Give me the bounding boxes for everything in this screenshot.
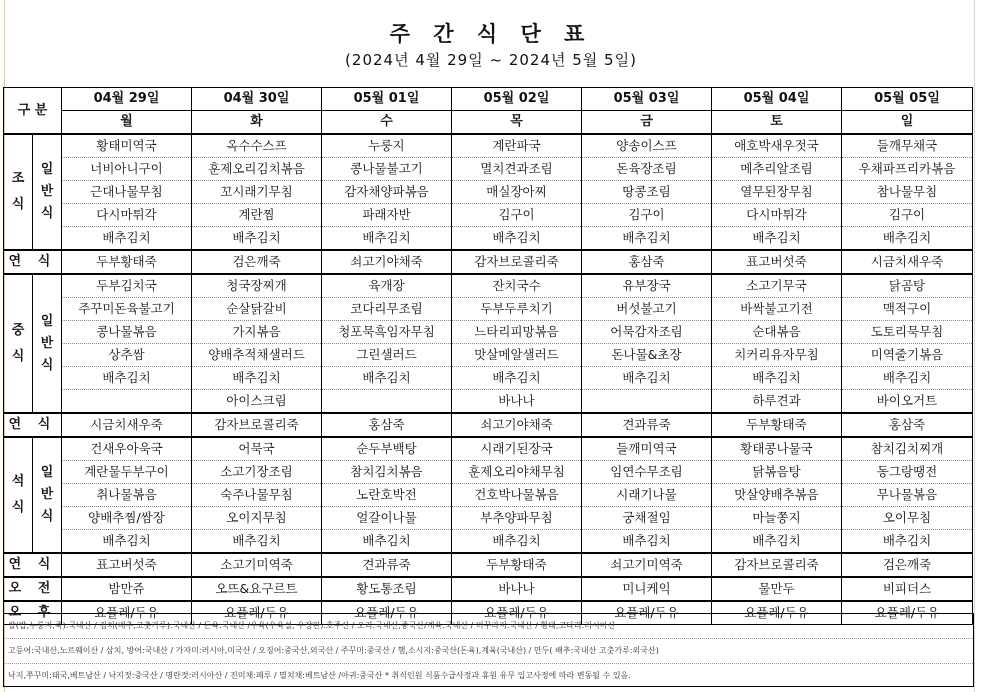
- weekly-menu-table: [3, 87, 973, 625]
- menu-item: 배추김치: [712, 530, 842, 554]
- day-header: 금: [582, 111, 712, 135]
- soft-meal-item: 두부황태죽: [452, 553, 582, 577]
- date-header: 04월 30일: [192, 88, 322, 111]
- date-header: 05월 05일: [842, 88, 973, 111]
- soft-meal-item: 감자브로콜리죽: [452, 250, 582, 274]
- menu-item: 김구이: [452, 204, 582, 227]
- origin-note-line: 고등어:국내산,노르웨이산 / 삼치, 방어:국내산 / 가자미:러시아,미국산 / 오징어:중국산,외국산 / 주꾸미:중국산 / 햄,소시지:중국산(돈육),계육(국내산) / 만두( 배추:국내산 고춧가루:외국산): [4, 638, 973, 663]
- menu-item: 참치김치찌개: [842, 437, 973, 461]
- menu-item: 느타리피망볶음: [452, 321, 582, 344]
- menu-item: 양송이스프: [582, 134, 712, 158]
- snack-item: 요플레/두유: [842, 601, 973, 625]
- snack-item: 물만두: [712, 577, 842, 601]
- soft-meal-item: 감자브로콜리죽: [712, 553, 842, 577]
- menu-item: 건호박나물볶음: [452, 484, 582, 507]
- menu-item: 코다리무조림: [322, 298, 452, 321]
- menu-item: 숙주나물무침: [192, 484, 322, 507]
- menu-item: 파래자반: [322, 204, 452, 227]
- menu-item: 잔치국수: [452, 274, 582, 298]
- meal-label: 석 식: [4, 437, 33, 553]
- menu-item: 치커리유자무침: [712, 344, 842, 367]
- menu-item: 계란파국: [452, 134, 582, 158]
- menu-item: 배추김치: [452, 227, 582, 251]
- menu-item: 배추김치: [62, 530, 192, 554]
- menu-item: 바이오거트: [842, 390, 973, 414]
- menu-item: 바싹불고기전: [712, 298, 842, 321]
- menu-item: 순두부백탕: [322, 437, 452, 461]
- menu-item: 들깨무채국: [842, 134, 973, 158]
- menu-item: 궁채절임: [582, 507, 712, 530]
- snack-item: 미니케익: [582, 577, 712, 601]
- meal-label: 중 식: [4, 274, 33, 413]
- soft-meal-item: 쇠고기야채죽: [322, 250, 452, 274]
- menu-item: 그린샐러드: [322, 344, 452, 367]
- meal-type-label: 일 반 식: [33, 134, 62, 250]
- snack-item: 바나나: [452, 577, 582, 601]
- date-range: (2024년 4월 29일 ~ 2024년 5월 5일): [345, 51, 637, 69]
- menu-item: 배추김치: [322, 227, 452, 251]
- menu-item: 배추김치: [842, 227, 973, 251]
- menu-item: 어묵국: [192, 437, 322, 461]
- menu-item: 훈제오리김치볶음: [192, 158, 322, 181]
- menu-item: 콩나물볶음: [62, 321, 192, 344]
- menu-item: 땅콩조림: [582, 181, 712, 204]
- menu-item: 오이무침: [842, 507, 973, 530]
- snack-label: 오 전: [4, 577, 62, 601]
- soft-meal-item: 소고기미역죽: [192, 553, 322, 577]
- menu-item: 맛살메알샐러드: [452, 344, 582, 367]
- menu-item: 돈나물&초장: [582, 344, 712, 367]
- soft-meal-label: 연 식: [4, 553, 62, 577]
- soft-meal-item: 시금치새우죽: [842, 250, 973, 274]
- menu-item: 도토리묵무침: [842, 321, 973, 344]
- menu-item: 감자채양파볶음: [322, 181, 452, 204]
- menu-item: 상추쌈: [62, 344, 192, 367]
- menu-item: 두부두루치기: [452, 298, 582, 321]
- meal-type-label: 일 반 식: [33, 437, 62, 553]
- menu-item: 순살닭갈비: [192, 298, 322, 321]
- snack-label: 오 후: [4, 601, 62, 625]
- menu-item: 김구이: [582, 204, 712, 227]
- menu-item: 아이스크림: [192, 390, 322, 414]
- snack-item: 오뜨&요구르트: [192, 577, 322, 601]
- menu-item: 참치김치볶음: [322, 461, 452, 484]
- menu-item: 매실장아찌: [452, 181, 582, 204]
- menu-item: 배추김치: [452, 530, 582, 554]
- day-header: 수: [322, 111, 452, 135]
- menu-item: [322, 390, 452, 414]
- menu-item: 우채파프리카볶음: [842, 158, 973, 181]
- soft-meal-label: 연 식: [4, 413, 62, 437]
- menu-item: 순대볶음: [712, 321, 842, 344]
- day-header: 목: [452, 111, 582, 135]
- menu-item: 시래기된장국: [452, 437, 582, 461]
- menu-item: 계란찜: [192, 204, 322, 227]
- menu-item: 어묵감자조림: [582, 321, 712, 344]
- snack-item: 요플레/두유: [582, 601, 712, 625]
- soft-meal-item: 홍삼죽: [842, 413, 973, 437]
- date-header: 05월 04일: [712, 88, 842, 111]
- snack-item: 요플레/두유: [192, 601, 322, 625]
- menu-item: 부추양파무침: [452, 507, 582, 530]
- soft-meal-item: 감자브로콜리죽: [192, 413, 322, 437]
- soft-meal-item: 표고버섯죽: [712, 250, 842, 274]
- date-header: 04월 29일: [62, 88, 192, 111]
- snack-item: 요플레/두유: [62, 601, 192, 625]
- menu-item: 마늘쫑지: [712, 507, 842, 530]
- soft-meal-item: 두부황태죽: [62, 250, 192, 274]
- menu-item: 돈육장조림: [582, 158, 712, 181]
- menu-item: 얼갈이나물: [322, 507, 452, 530]
- soft-meal-item: 쇠고기미역죽: [582, 553, 712, 577]
- soft-meal-item: 검은깨죽: [192, 250, 322, 274]
- menu-item: 메추리알조림: [712, 158, 842, 181]
- menu-item: 근대나물무침: [62, 181, 192, 204]
- menu-item: 배추김치: [582, 367, 712, 390]
- soft-meal-item: 쇠고기야채죽: [452, 413, 582, 437]
- menu-item: 임연수무조림: [582, 461, 712, 484]
- day-header: 토: [712, 111, 842, 135]
- menu-item: 배추김치: [712, 227, 842, 251]
- menu-item: 황태콩나물국: [712, 437, 842, 461]
- menu-item: 다시마튀각: [62, 204, 192, 227]
- menu-item: 들깨미역국: [582, 437, 712, 461]
- menu-item: 배추김치: [712, 367, 842, 390]
- menu-item: 취나물볶음: [62, 484, 192, 507]
- menu-item: 콩나물불고기: [322, 158, 452, 181]
- menu-item: 배추김치: [842, 367, 973, 390]
- menu-item: 양배추적채샐러드: [192, 344, 322, 367]
- date-header: 05월 01일: [322, 88, 452, 111]
- soft-meal-label: 연 식: [4, 250, 62, 274]
- origin-notes: [3, 613, 974, 687]
- menu-item: 닭볶음탕: [712, 461, 842, 484]
- menu-item: 청포묵흑임자무침: [322, 321, 452, 344]
- menu-item: 배추김치: [62, 367, 192, 390]
- snack-item: 요플레/두유: [712, 601, 842, 625]
- meal-label: 조 식: [4, 134, 33, 250]
- soft-meal-item: 견과류죽: [582, 413, 712, 437]
- menu-item: 열무된장무침: [712, 181, 842, 204]
- soft-meal-item: 견과류죽: [322, 553, 452, 577]
- menu-item: 멸치견과조림: [452, 158, 582, 181]
- menu-item: 양배추찜/쌈장: [62, 507, 192, 530]
- snack-item: 요플레/두유: [322, 601, 452, 625]
- menu-item: 계란물두부구이: [62, 461, 192, 484]
- menu-item: 배추김치: [452, 367, 582, 390]
- menu-item: 하루견과: [712, 390, 842, 414]
- menu-item: 다시마튀각: [712, 204, 842, 227]
- menu-item: 너비아니구이: [62, 158, 192, 181]
- menu-item: 소고기장조림: [192, 461, 322, 484]
- menu-item: 맥적구이: [842, 298, 973, 321]
- menu-item: 노란호박전: [322, 484, 452, 507]
- menu-item: 맛살양배추볶음: [712, 484, 842, 507]
- menu-item: 무나물볶음: [842, 484, 973, 507]
- menu-item: 육개장: [322, 274, 452, 298]
- menu-item: 소고기무국: [712, 274, 842, 298]
- soft-meal-item: 표고버섯죽: [62, 553, 192, 577]
- date-header: 05월 03일: [582, 88, 712, 111]
- menu-item: 꼬시래기무침: [192, 181, 322, 204]
- meal-type-label: 일 반 식: [33, 274, 62, 413]
- header-label: 구 분: [4, 88, 62, 135]
- menu-item: 미역줄기볶음: [842, 344, 973, 367]
- menu-item: 두부김치국: [62, 274, 192, 298]
- menu-item: 청국장찌개: [192, 274, 322, 298]
- menu-item: 시래기나물: [582, 484, 712, 507]
- menu-item: 배추김치: [582, 530, 712, 554]
- menu-item: 훈제오리야채무침: [452, 461, 582, 484]
- origin-note-line: 쌀(밥,누룽지,죽):국내산 / 김치(배추,고춧가루):국내산 / 돈육:국내산 /우육(우육설, 우장판):호주산 / 오리:국내산,중국산/계육:국내산 / 미꾸라지:국내산 / 황태,코다리:러시아산: [8, 621, 616, 630]
- menu-item: 오이지무침: [192, 507, 322, 530]
- menu-item: 배추김치: [582, 227, 712, 251]
- menu-item: 배추김치: [62, 227, 192, 251]
- menu-item: 배추김치: [842, 530, 973, 554]
- menu-item: 바나나: [452, 390, 582, 414]
- menu-item: [62, 390, 192, 414]
- origin-note-line: 낙지,쭈꾸미:태국,베트남산 / 낙지젓:중국산 / 명란젓:러시아산 / 진미채:페루 / 멸치채:베트남산 /아귀:중국산 * 취식인원 식품수급사정과 휴원 유무 입고사정에 따라 변동될 수 있음.: [4, 663, 973, 688]
- sheet-gridline-right: [974, 0, 975, 692]
- menu-item: [582, 390, 712, 414]
- menu-item: 배추김치: [192, 367, 322, 390]
- menu-item: 동그랑땡전: [842, 461, 973, 484]
- soft-meal-item: 홍삼죽: [322, 413, 452, 437]
- day-header: 화: [192, 111, 322, 135]
- menu-item: 주꾸미돈육불고기: [62, 298, 192, 321]
- menu-item: 유부장국: [582, 274, 712, 298]
- snack-item: 요플레/두유: [452, 601, 582, 625]
- page-title: 주 간 식 단 표: [389, 22, 593, 46]
- menu-item: 건새우아욱국: [62, 437, 192, 461]
- menu-item: 옥수수스프: [192, 134, 322, 158]
- soft-meal-item: 검은깨죽: [842, 553, 973, 577]
- day-header: 일: [842, 111, 973, 135]
- date-header: 05월 02일: [452, 88, 582, 111]
- menu-item: 참나물무침: [842, 181, 973, 204]
- menu-item: 가지볶음: [192, 321, 322, 344]
- snack-item: 밤만쥬: [62, 577, 192, 601]
- menu-item: 배추김치: [192, 530, 322, 554]
- menu-item: 배추김치: [322, 367, 452, 390]
- soft-meal-item: 두부황태죽: [712, 413, 842, 437]
- menu-item: 김구이: [842, 204, 973, 227]
- menu-item: 황태미역국: [62, 134, 192, 158]
- menu-item: 버섯불고기: [582, 298, 712, 321]
- menu-item: 배추김치: [322, 530, 452, 554]
- day-header: 월: [62, 111, 192, 135]
- soft-meal-item: 홍삼죽: [582, 250, 712, 274]
- menu-item: 누룽지: [322, 134, 452, 158]
- snack-item: 황도통조림: [322, 577, 452, 601]
- soft-meal-item: 시금치새우죽: [62, 413, 192, 437]
- snack-item: 비피더스: [842, 577, 973, 601]
- menu-item: 애호박새우젓국: [712, 134, 842, 158]
- menu-item: 닭곰탕: [842, 274, 973, 298]
- menu-item: 배추김치: [192, 227, 322, 251]
